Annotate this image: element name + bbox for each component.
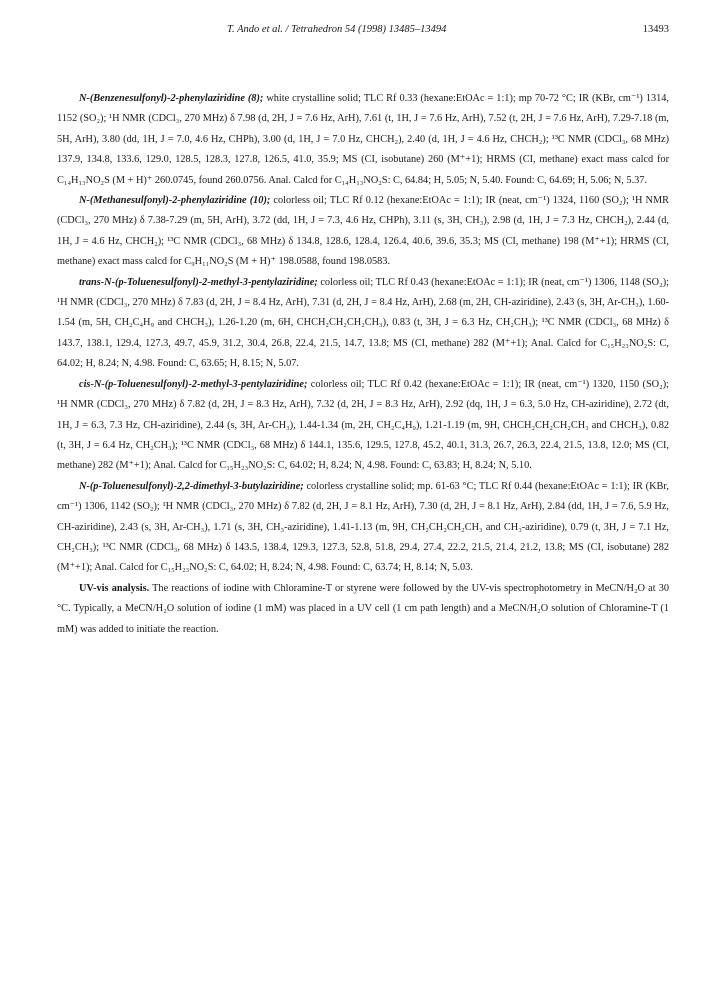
compound-data: colorless crystalline solid; mp. 61-63 °C; TLC Rf 0.44 (hexane:EtOAc = 1:1); IR (KBr, cm⁻¹) 1306, 1142 (SO₂); ¹H NMR (CDCl₃, 270 MHz) δ 7.82 (d, 2H, J = 8.1 Hz, ArH), 7.30 (d, 2H, J = 8.1 Hz, ArH), 2.84 (dd, 1H, J = 7.6, 5.9 Hz, CH-aziridine), 2.43 (s, 3H, Ar-CH₃), 1.71 (s, 3H, CH₃-aziridine), 1.41-1.13 (m, 9H, CH₂CH₂CH₂CH₃ and CH₃-aziridine), 0.79 (t, 3H, J = 7.1 Hz, CH₂CH₃); ¹³C NMR (CDCl₃, 68 MHz) δ 143.5, 138.4, 129.3, 127.3, 52.8, 51.8, 29.4, 27.4, 22.2, 21.5, 21.4, 21.2, 13.8; MS (CI, isobutane) 282 (M⁺+1); Anal. Calcd for C₁₅H₂₃NO₂S: C, 64.02; H, 8.24; N, 4.98. Found: C, 63.74; H, 8.14; N, 5.03. (57, 480, 669, 574)
compound-data: white crystalline solid; TLC Rf 0.33 (hexane:EtOAc = 1:1); mp 70-72 °C; IR (KBr, cm⁻¹) 1314, 1152 (SO₂); ¹H NMR (CDCl₃, 270 MHz) δ 7.98 (d, 2H, J = 7.6 Hz, ArH), 7.61 (t, 1H, J = 7.6 Hz, ArH), 7.52 (t, 2H, J = 7.6 Hz, ArH), 7.29-7.18 (m, 5H, ArH), 3.80 (dd, 1H, J = 7.0, 4.6 Hz, CHPh), 3.00 (d, 1H, J = 7.0 Hz, CHCH₂), 2.40 (d, 1H, J = 4.6 Hz, CHCH₂); ¹³C NMR (CDCl₃, 68 MHz) 137.9, 134.8, 133.6, 129.0, 128.5, 128.3, 127.8, 126.5, 41.0, 35.9; MS (CI, isobutane) 260 (M⁺+1); HRMS (CI, methane) exact mass calcd for C₁₄H₁₃NO₂S (M + H)⁺ 260.0745, found 260.0756. Anal. Calcd for C₁₄H₁₃NO₂S: C, 64.84; H, 5.05; N, 5.40. Found: C, 64.69; H, 5.06; N, 5.37. (57, 93, 670, 186)
page-number: 13493 (642, 24, 669, 35)
compound-data: colorless oil; TLC Rf 0.12 (hexane:EtOAc = 1:1); IR (neat, cm⁻¹) 1324, 1160 (SO₂); ¹H NMR (CDCl₃, 270 MHz) δ 7.38-7.29 (m, 5H, ArH), 3.72 (dd, 1H, J = 7.3, 4.6 Hz, CHPh), 3.11 (s, 3H, CH₃), 2.98 (d, 1H, J = 7.3 Hz, CHCH₂), 2.44 (d, 1H, J = 4.6 Hz, CHCH₂); ¹³C NMR (CDCl₃, 68 MHz) δ 134.8, 128.6, 128.4, 126.4, 40.6, 39.6, 35.3; MS (CI, methane) 198 (M⁺+1); HRMS (CI, methane) exact mass calcd for C₉H₁₁NO₂S (M + H)⁺ 198.0588, found 198.0583. (57, 195, 669, 268)
compound-data: colorless oil; TLC Rf 0.42 (hexane:EtOAc = 1:1); IR (neat, cm⁻¹) 1320, 1150 (SO₂); ¹H NMR (CDCl₃, 270 MHz) δ 7.82 (d, 2H, J = 8.3 Hz, ArH), 7.32 (d, 2H, J = 8.3 Hz, ArH), 2.92 (dq, 1H, J = 6.3, 5.0 Hz, CH-aziridine), 2.72 (dt, 1H, J = 6.3, 7.3 Hz, CH-aziridine), 2.44 (s, 3H, Ar-CH₃), 1.44-1.34 (m, 2H, CH₂C₄H₉), 1.21-1.19 (m, 9H, CHCH₂CH₂CH₂CH₃ and CHCH₃), 0.82 (t, 3H, J = 6.4 Hz, CH₂CH₃); ¹³C NMR (CDCl₃, 68 MHz) δ 144.1, 135.6, 129.5, 127.8, 45.2, 40.1, 31.3, 26.7, 26.3, 22.4, 21.5, 13.8, 12.0; MS (CI, methane) 282 (M⁺+1); Anal. Calcd for C₁₅H₂₃NO₂S: C, 64.02; H, 8.24; N, 4.98. Found: C, 63.83; H, 8.24; N, 5.10. (57, 378, 669, 472)
compound-name: cis-N-(p-Toluenesulfonyl)-2-methyl-3-pentylaziridine; (79, 378, 308, 390)
compound-paragraph (57, 477, 669, 579)
compound-paragraph (57, 273, 669, 375)
compound-name: trans-N-(p-Toluenesulfonyl)-2-methyl-3-pentylaziridine; (79, 276, 318, 288)
running-title: T. Ando et al. / Tetrahedron 54 (1998) 13485–13494 (227, 24, 447, 35)
experimental-text (57, 89, 669, 640)
compound-name: N-(p-Toluenesulfonyl)-2,2-dimethyl-3-butylaziridine; (79, 480, 304, 492)
section-body: The reactions of iodine with Chloramine-T or styrene were followed by the UV-vis spectrophotometry in MeCN/H₂O at 30 °C. Typically, a MeCN/H₂O solution of iodine (1 mM) was placed in a UV cell (1 cm path length) and a MeCN/H₂O solution of Chloramine-T (1 mM) was added to initiate the reaction. (57, 582, 670, 635)
compound-paragraph (57, 191, 669, 273)
compound-name: N-(Benzenesulfonyl)-2-phenylaziridine (8); (79, 93, 264, 104)
compound-name: N-(Methanesulfonyl)-2-phenylaziridine (10); (79, 195, 271, 207)
section-heading: UV-vis analysis. (79, 582, 150, 594)
compound-paragraph (57, 375, 669, 477)
compound-paragraph (57, 89, 669, 191)
page-header (57, 24, 669, 40)
compound-data: colorless oil; TLC Rf 0.43 (hexane:EtOAc = 1:1); IR (neat, cm⁻¹) 1306, 1148 (SO₂); ¹H NMR (CDCl₃, 270 MHz) δ 7.83 (d, 2H, J = 8.4 Hz, ArH), 7.31 (d, 2H, J = 8.4 Hz, ArH), 2.68 (m, 2H, CH-aziridine), 2.43 (s, 3H, Ar-CH₃), 1.60-1.54 (m, 5H, CH₂C₄H₉ and CHCH₃), 1.26-1.20 (m, 6H, CHCH₂CH₂CH₂CH₃), 0.83 (t, 3H, J = 6.3 Hz, CH₂CH₃); ¹³C NMR (CDCl₃, 68 MHz) δ 143.7, 138.1, 129.4, 127.3, 49.7, 45.9, 31.2, 30.4, 26.8, 22.4, 21.5, 14.7, 13.8; MS (CI, methane) 282 (M⁺+1); Anal. Calcd for C₁₅H₂₃NO₂S: C, 64.02; H, 8.24; N, 4.98. Found: C, 63.65; H, 8.15; N, 5.07. (57, 276, 669, 370)
uv-vis-paragraph (57, 579, 669, 640)
